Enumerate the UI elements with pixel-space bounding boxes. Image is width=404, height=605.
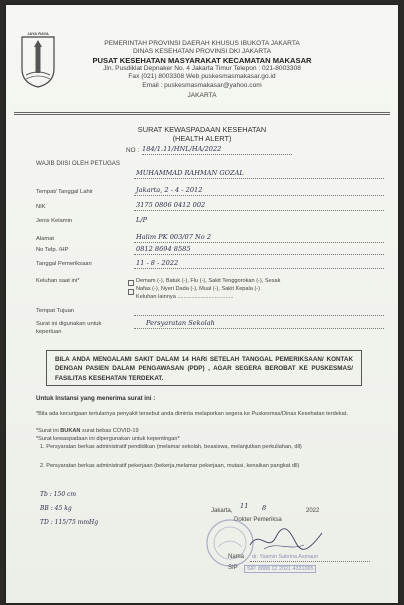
complaint-checkbox [128, 289, 134, 295]
complaint-line-3: Keluhan lainnya .................................... [136, 294, 234, 300]
signature-place: Jakarta, [211, 508, 233, 514]
warning-notice-box: BILA ANDA MENGALAMI SAKIT DALAM 14 HARI SETELAH TANGGAL PEMERIKSAAN/ KONTAK DENGAN PASIEN DALAM PENGAWASAN (PDP) , AGAR SEGERA BEROBAT KE PUSKESMAS/ FASILITAS KESEHATAN TERDEKAT. [46, 350, 362, 386]
instruction-1: *Bila ada kecurigaan tertularnya penyakit tersebut anda diminta melaporkan segera ke Puskesmas/Dinas Kesehatan terdekat. [36, 411, 348, 417]
header-line-4: Jln. Pusdiklat Depnaker No. 4 Jakarta Timur Telepon : 021-8003308 [103, 65, 301, 72]
destination-label: Tempat Tujuan [36, 308, 75, 314]
document-number: 184/1.11/HNL/HA/2022 [142, 145, 222, 153]
nik-label: NIK [36, 204, 46, 210]
doctor-name: dr. Yasmin Sabrina Asmaun [252, 554, 319, 560]
instructions-title: Untuk Instansi yang menerima surat ini : [36, 395, 156, 402]
instruction-item-1: 1. Persyaratan berkas administratif pendidikan (melamar sekolah, beasiswa, melanjutkan perkuliahan, dll) [40, 444, 302, 450]
document-number-label: NO : [126, 147, 140, 154]
svg-text:JAYA RAYA: JAYA RAYA [27, 31, 49, 36]
signature-date-day: 11 [240, 502, 249, 510]
gender-value: L/P [136, 216, 148, 224]
header-divider-thin [14, 114, 390, 115]
instruction-2: *Surat ini BUKAN surat bebas COVID-19 [36, 428, 139, 434]
signature-role: Dokter Pemeriksa [234, 517, 282, 523]
vital-height: Tb : 150 cm [40, 491, 77, 498]
complaint-line-2: Nafas (-), Nyeri Dada (-), Mual (-), Sakit Kepala (-) [136, 286, 261, 292]
header-line-1: PEMERINTAH PROVINSI DAERAH KHUSUS IBUKOTA JAKARTA [104, 40, 300, 47]
address-value: Halim PK 003/07 No 2 [136, 233, 212, 241]
purpose-value: Persyaratan Sekolah [146, 319, 215, 327]
doctor-name-label: Nama [228, 554, 245, 560]
header-email: Email : puskesmasmakasar@yahoo.com [142, 82, 262, 89]
doctor-sip-stamp: SIP. 8888 12 2021 4331065 [244, 565, 316, 573]
vital-blood-pressure: TD : 115/75 mmHg [40, 519, 99, 526]
header-divider [14, 112, 390, 113]
birth-value: Jakarta, 2 - 4 - 2012 [136, 186, 203, 194]
purpose-label: Surat ini digunakan untuk keperluan [36, 321, 102, 335]
health-alert-letter [6, 5, 398, 603]
document-title: SURAT KEWASPADAAN KESEHATAN [137, 125, 267, 134]
doctor-signature [246, 525, 326, 555]
patient-name: MUHAMMAD RAHMAN GOZAL [136, 169, 244, 177]
complaint-line-1: Demam (-), Batuk (-), Flu (-), Sakit Tenggorokan (-), Sesak [136, 278, 281, 284]
header-city: JAKARTA [187, 92, 217, 99]
phone-label: No Telp. /HP [36, 247, 69, 253]
phone-value: 0812 8694 8585 [136, 245, 191, 253]
header-line-2: DINAS KESEHATAN PROVINSI DKI JAKARTA [132, 48, 271, 55]
section-label: WAJIB DIISI OLEH PETUGAS [36, 160, 121, 167]
nik-value: 3175 0806 0412 002 [136, 201, 206, 209]
gender-label: Jenis Kelamin [36, 218, 73, 224]
complaint-checkbox [128, 280, 134, 286]
complaint-label: Keluhan saat ini* [36, 278, 80, 284]
document-subtitle: (HEALTH ALERT) [172, 134, 232, 143]
signature-date-month: 8 [262, 504, 267, 512]
instruction-3: *Surat kewaspadaan ini dipergunakan untuk kepentingan* [36, 436, 180, 442]
birth-label: Tempat/ Tanggal Lahir [36, 189, 93, 195]
check-date-value: 11 - 8 - 2022 [136, 259, 179, 267]
vital-weight: BB : 45 kg [40, 505, 72, 512]
doctor-sip-label: SIP [228, 565, 238, 571]
signature-year: 2022 [306, 508, 320, 514]
check-date-label: Tanggal Pemeriksaan [36, 261, 92, 267]
header-line-3: PUSAT KESEHATAN MASYARAKAT KECAMATAN MAKASAR [92, 56, 312, 65]
instruction-item-2: 2. Persyaratan berkas administratif pekerjaan (bekerja,melamar pekerjaan, mutasi, kenaikan pangkat dll) [40, 463, 300, 469]
header-line-5: Fax (021) 8003308 Web puskesmasmakasar.go.id [128, 73, 276, 80]
address-label: Alamat [36, 236, 55, 242]
